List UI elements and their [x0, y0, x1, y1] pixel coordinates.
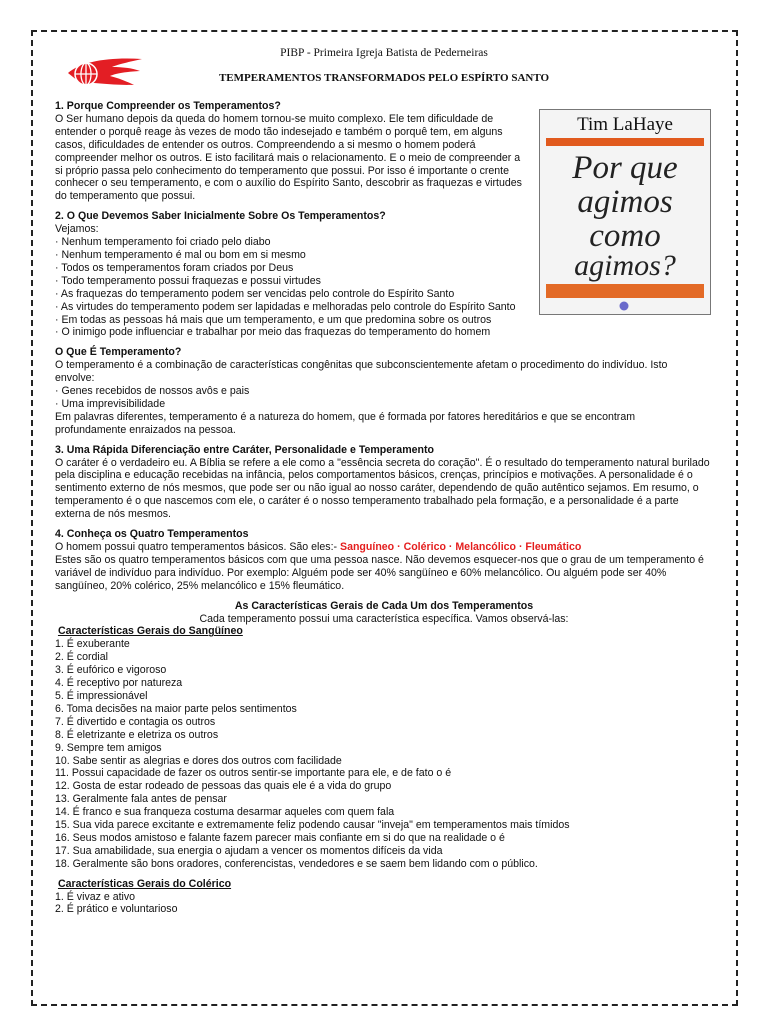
list-item: · Nenhum temperamento é mal ou bom em si mesmo	[55, 248, 306, 261]
text-line: sentimento externo de nós mesmos, que pode ser ou não igual ao nosso caráter, dependendo de quão autêntico sejamos. Em resumo, o	[55, 482, 699, 495]
list-item: · O inimigo pode influenciar e trabalhar por meio das fraquezas do temperamento do homem	[55, 326, 491, 339]
subsection-heading	[55, 625, 713, 638]
text-line: variável de indivíduo para indivíduo. Por exemplo: Alguém pode ser 40% sangüíneo e 60% melancólico. Ou alguém pode ser 40%	[55, 566, 667, 579]
list-item: 5. É impressionável	[55, 689, 148, 702]
colerico-heading: Características Gerais do Colérico	[57, 877, 232, 890]
text-line: compreender melhor os outros. E isto facilitará mais o relacionamento. E o meio de compreender a	[55, 151, 521, 164]
text-line: profundamente enraizados na pessoa.	[55, 423, 236, 436]
list-item: 11. Possui capacidade de fazer os outros sentir-se importante para ele, e de fato o é	[55, 767, 452, 780]
list-item: 16. Seus modos amistoso e falante fazem parecer mais confiante em si do que na realidade o é	[55, 831, 505, 844]
list-item: · Todo temperamento possui fraquezas e possui virtudes	[55, 274, 321, 287]
text-line	[55, 541, 713, 554]
list-item: 18. Geralmente são bons oradores, conferencistas, vendedores e se saem bem lidando com o público.	[55, 857, 538, 870]
document-title: TEMPERAMENTOS TRANSFORMADOS PELO ESPÍRTO SANTO	[218, 72, 550, 84]
list-item: · Uma imprevisibilidade	[55, 397, 166, 410]
text-line: Vejamos:	[55, 223, 99, 236]
list-item: 13. Geralmente fala antes de pensar	[55, 793, 227, 806]
section-heading: 2. O Que Devemos Saber Inicialmente Sobre Os Temperamentos?	[55, 210, 386, 223]
text-line: entender o porquê reage às vezes de modo tão indesejado e também o porquê tem, em alguns	[55, 125, 503, 138]
list-item: 9. Sempre tem amigos	[55, 741, 162, 754]
list-item: 3. É eufórico e vigoroso	[55, 664, 167, 677]
text-line: O Ser humano depois da queda do homem tornou-se muito complexo. Ele tem dificuldade de	[55, 112, 494, 125]
list-item: 8. É eletrizante e eletriza os outros	[55, 728, 219, 741]
text-line: O temperamento é a combinação de características congênitas que subconscientemente afetam o procedimento do indivíduo. Isto	[55, 359, 668, 372]
list-item: 2. É prático e voluntarioso	[55, 903, 178, 916]
list-item: · As fraquezas do temperamento podem ser vencidas pelo controle do Espírito Santo	[55, 287, 455, 300]
section-heading: As Características Gerais de Cada Um dos Temperamentos	[234, 599, 534, 612]
text-line: do temperamento que possui.	[55, 190, 196, 203]
text-line: casos, dificuldades de entender os outros. Compreendendo a si mesmo o homem poderá	[55, 138, 476, 151]
text-line: pela disciplina e educação recebidas na infância, pelos comportamentos básicos, crenças, princípios e motivações. A personalidade é o	[55, 469, 693, 482]
text-line: Estes são os quatro temperamentos básicos com que uma pessoa nasce. Não devemos esquecer-nos que o grau de um temperamento é	[55, 553, 704, 566]
section-subtitle: Cada temperamento possui uma característica específica. Vamos observá-las:	[199, 612, 569, 625]
list-item: 1. É exuberante	[55, 638, 130, 651]
document-body	[55, 100, 713, 916]
text-line: envolve:	[55, 372, 95, 385]
list-item: · Genes recebidos de nossos avôs e pais	[55, 385, 250, 398]
text-line: sangüíneo, 20% colérico, 25% melancólico e 15% fleumático.	[55, 579, 345, 592]
list-item: 6. Toma decisões na maior parte pelos sentimentos	[55, 702, 297, 715]
list-item: · Todos os temperamentos foram criados por Deus	[55, 261, 294, 274]
list-item: · Nenhum temperamento foi criado pelo diabo	[55, 236, 271, 249]
list-item: 15. Sua vida parece excitante e extremamente feliz podendo causar "inveja" em temperamentos mais tímidos	[55, 819, 570, 832]
book-title-line-4: agimos?	[574, 249, 676, 282]
section-heading: 3. Uma Rápida Diferenciação entre Caráter, Personalidade e Temperamento	[55, 443, 434, 456]
section-paragraph	[55, 113, 535, 203]
text-line: Em palavras diferentes, temperamento é a natureza do homem, que é formada por fatores hereditários e que se encontram	[55, 410, 636, 423]
list-item: · Em todas as pessoas há mais que um temperamento, e um que predomina sobre os outros	[55, 313, 492, 326]
text-line: conhecer o seu temperamento, e com o auxílio do Espírito Santo, descobrir as fraquezas e virtudes	[55, 177, 522, 190]
book-title-line-1: Por que	[572, 150, 678, 186]
list-item: 10. Sabe sentir as alegrias e dores dos outros com facilidade	[55, 754, 342, 767]
temperament-types: Sanguíneo · Colérico · Melancólico · Fleumático	[340, 541, 582, 553]
book-title-line-2: agimos	[577, 184, 673, 220]
section-heading: 1. Porque Compreender os Temperamentos?	[55, 100, 281, 112]
book-title-line-3: como	[589, 218, 661, 254]
list-item: 4. É receptivo por natureza	[55, 677, 183, 690]
text-line: si próprio passa pelo conhecimento do temperamento que possui. Por isso é importante o crente	[55, 164, 510, 177]
text-prefix: O homem possui quatro temperamentos básicos. São eles:-	[55, 541, 340, 553]
sanguineo-heading: Características Gerais do Sangüíneo	[57, 625, 243, 638]
text-line: externa de nós mesmos.	[55, 508, 171, 521]
list-item: 1. É vivaz e ativo	[55, 890, 136, 903]
list-item: 12. Gosta de estar rodeado de pessoas das quais ele é a vida do grupo	[55, 780, 392, 793]
organization-name: PIBP - Primeira Igreja Batista de Pederneiras	[280, 47, 488, 59]
book-author: Tim LaHaye	[577, 114, 673, 135]
text-line: temperamento é o que nascemos com ele, o caráter é o nosso temperamento trabalhado pela formação, e a personalidade é a parte	[55, 495, 679, 508]
section-heading: 4. Conheça os Quatro Temperamentos	[55, 528, 249, 541]
list-item: 17. Sua amabilidade, sua energia o ajudam a vencer os momentos difíceis da vida	[55, 844, 443, 857]
list-item: 14. É franco e sua franqueza costuma desarmar aqueles com quem fala	[55, 806, 395, 819]
section-heading: O Que É Temperamento?	[55, 346, 182, 359]
list-item: · As virtudes do temperamento podem ser lapidadas e melhoradas pelo controle do Espírito Santo	[55, 300, 516, 313]
list-item: 2. É cordial	[55, 651, 108, 664]
subsection-heading	[55, 878, 713, 891]
text-line: O caráter é o verdadeiro eu. A Bíblia se refere a ele como a "essência secreta do coração". É o resultado do temperamento natural burilado	[55, 456, 710, 469]
list-item: 7. É divertido e contagia os outros	[55, 715, 216, 728]
